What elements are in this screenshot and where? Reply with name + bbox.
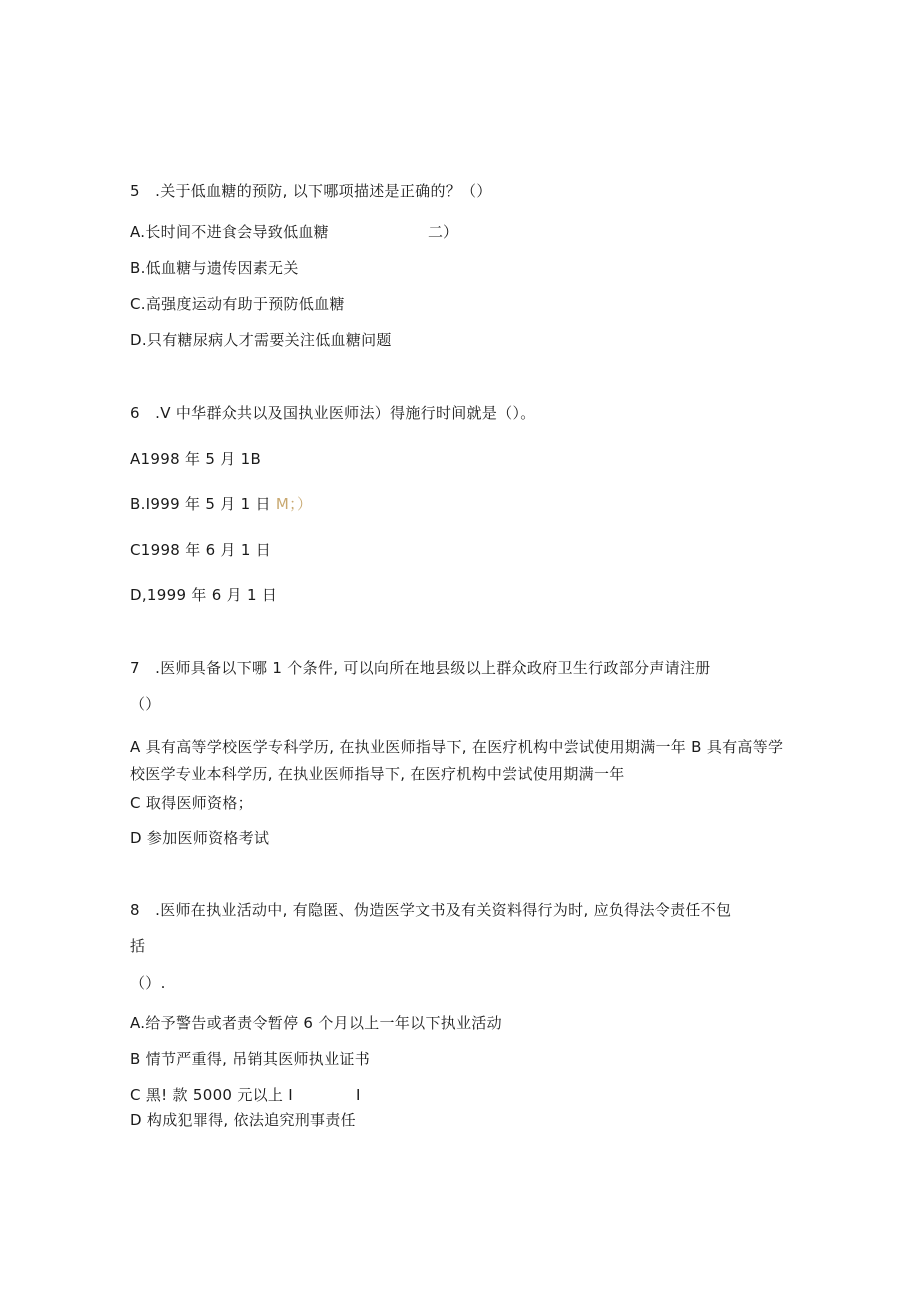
question-6-stem: 6 .V 中华群众共以及国执业医师法）得施行时间就是（）。 <box>130 404 536 422</box>
question-6-option-a: A1998 年 5 月 1B <box>130 450 262 468</box>
question-8-option-c: C 黑! 款 5000 元以上 I <box>130 1086 294 1104</box>
question-7-option-d: D 参加医师资格考试 <box>130 829 270 847</box>
question-8-stem-line2: 括 <box>130 937 146 955</box>
question-6-option-b <box>130 494 312 514</box>
question-6-option-b-mark: M；） <box>275 495 313 513</box>
question-7-option-ab: A 具有高等学校医学专科学历, 在执业医师指导下, 在医疗机构中尝试使用期满一年 B 具有高等学校医学专业本科学历, 在执业医师指导下, 在医疗机构中尝试使用期满一年 <box>130 738 784 783</box>
question-5-stray-mark: 二） <box>428 223 459 241</box>
question-5-option-b: B.低血糖与遗传因素无关 <box>130 259 299 277</box>
question-7-option-c: C 取得医师资格； <box>130 794 253 812</box>
question-8-option-b: B 情节严重得, 吊销其医师执业证书 <box>130 1050 370 1068</box>
question-8-option-c-mark: I <box>356 1086 361 1104</box>
question-8-option-a: A.给予警告或者责令暂停 6 个月以上一年以下执业活动 <box>130 1014 502 1032</box>
question-5-option-d: D.只有糖尿病人才需要关注低血糖问题 <box>130 331 392 349</box>
question-6-option-c: C1998 年 6 月 1 日 <box>130 541 272 559</box>
question-7-stem: 7 .医师具备以下哪 1 个条件, 可以向所在地县级以上群众政府卫生行政部分声请注册 <box>130 659 711 677</box>
question-8-option-d: D 构成犯罪得, 依法追究刑事责任 <box>130 1111 356 1129</box>
question-8-stem: 8 .医师在执业活动中, 有隐匿、伪造医学文书及有关资料得行为时, 应负得法令责任不包 <box>130 901 732 919</box>
question-5-stem: 5 .关于低血糖的预防, 以下哪项描述是正确的？（） <box>130 182 492 200</box>
question-6-option-d: D,1999 年 6 月 1 日 <box>130 586 278 604</box>
question-7-stem-tail: （） <box>130 695 161 713</box>
question-5-option-a: A.长时间不进食会导致低血糖 <box>130 223 329 241</box>
question-5-option-c: C.高强度运动有助于预防低血糖 <box>130 295 345 313</box>
question-8-stem-tail: （）. <box>130 974 166 992</box>
question-6-option-b-text: B.I999 年 5 月 1 日 <box>130 495 271 513</box>
